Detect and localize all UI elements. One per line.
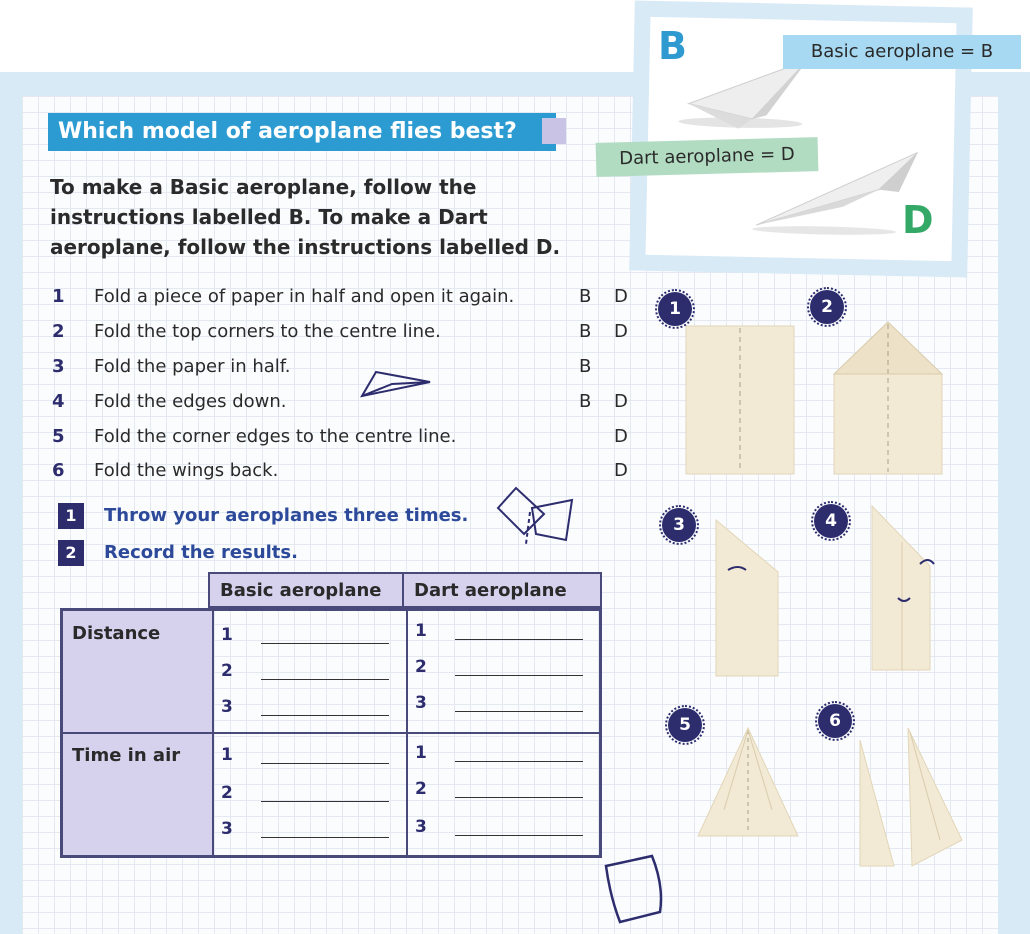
step-dart-marker: D <box>614 321 628 342</box>
column-header-dart: Dart aeroplane <box>404 572 602 608</box>
step-number: 2 <box>52 321 65 342</box>
intro-paragraph <box>50 172 610 262</box>
diagram-step-badge: 1 <box>658 292 692 326</box>
step-item <box>52 321 632 351</box>
task-text: Record the results. <box>104 542 298 563</box>
results-table <box>60 572 602 858</box>
step-basic-marker: B <box>579 321 592 342</box>
diagram-step-badge: 2 <box>810 290 844 324</box>
task-text: Throw your aeroplanes three times. <box>104 505 469 526</box>
row-label-distance: Distance <box>63 611 212 733</box>
trial-number: 1 <box>221 745 233 765</box>
intro-line-2: instructions labelled B. To make a Dart <box>50 205 488 229</box>
step-text: Fold the top corners to the centre line. <box>94 321 441 342</box>
results-grid <box>60 608 602 858</box>
trial-number: 2 <box>221 783 233 803</box>
step-text: Fold the paper in half. <box>94 356 291 377</box>
step-dart-marker: D <box>614 391 628 412</box>
diagram-step-badge: 5 <box>668 708 702 742</box>
fold-step-3-diagram <box>716 520 778 676</box>
intro-line-3: aeroplane, follow the instructions labelled D. <box>50 235 561 259</box>
letter-d-label: D <box>902 198 934 242</box>
diagram-step-badge: 3 <box>662 508 696 542</box>
fold-step-6-diagram <box>860 728 962 866</box>
step-text: Fold the edges down. <box>94 391 287 412</box>
answer-line[interactable] <box>455 797 583 798</box>
answer-line[interactable] <box>261 643 389 644</box>
step-item <box>52 426 632 456</box>
diagram-step-badge: 6 <box>818 704 852 738</box>
answer-line[interactable] <box>455 711 583 712</box>
answer-line[interactable] <box>261 715 389 716</box>
step-item <box>52 356 632 386</box>
trial-number: 1 <box>415 743 427 763</box>
step-number: 5 <box>52 426 65 447</box>
dart-aeroplane-label: Dart aeroplane = D <box>596 137 819 177</box>
step-number: 3 <box>52 356 65 377</box>
trial-number: 3 <box>221 819 233 839</box>
intro-line-1: To make a Basic aeroplane, follow the <box>50 175 477 199</box>
step-basic-marker: B <box>579 286 592 307</box>
trial-number: 1 <box>221 625 233 645</box>
answer-line[interactable] <box>261 837 389 838</box>
step-basic-marker: B <box>579 391 592 412</box>
answer-line[interactable] <box>455 835 583 836</box>
step-text: Fold the wings back. <box>94 460 279 481</box>
step-dart-marker: D <box>614 426 628 447</box>
diagram-step-badge: 4 <box>814 504 848 538</box>
step-text: Fold the corner edges to the centre line. <box>94 426 457 447</box>
trial-number: 1 <box>415 621 427 641</box>
task-number: 2 <box>58 540 84 566</box>
basic-aeroplane-label: Basic aeroplane = B <box>783 35 1021 69</box>
fold-step-5-diagram <box>698 728 798 836</box>
trial-number: 2 <box>221 661 233 681</box>
step-number: 4 <box>52 391 65 412</box>
letter-b-label: B <box>658 24 687 68</box>
paper-plane-doodle-icon <box>358 366 436 402</box>
step-item <box>52 391 632 421</box>
trial-number: 3 <box>415 693 427 713</box>
answer-line[interactable] <box>261 801 389 802</box>
row-label-time: Time in air <box>63 733 212 855</box>
answer-line[interactable] <box>455 675 583 676</box>
trial-number: 2 <box>415 779 427 799</box>
folding-diagrams <box>640 280 980 880</box>
step-basic-marker: B <box>579 356 592 377</box>
throw-paper-doodle-icon <box>494 484 578 548</box>
trial-number: 3 <box>415 817 427 837</box>
answer-line[interactable] <box>261 763 389 764</box>
fold-step-2-diagram <box>834 322 942 474</box>
step-number: 1 <box>52 286 65 307</box>
answer-line[interactable] <box>261 679 389 680</box>
task-number: 1 <box>58 503 84 529</box>
answer-line[interactable] <box>455 761 583 762</box>
page-title-text: Which model of aeroplane flies best? <box>58 119 517 144</box>
column-header-basic: Basic aeroplane <box>208 572 404 608</box>
step-number: 6 <box>52 460 65 481</box>
answer-line[interactable] <box>455 639 583 640</box>
trial-number: 2 <box>415 657 427 677</box>
step-dart-marker: D <box>614 460 628 481</box>
step-dart-marker: D <box>614 286 628 307</box>
fold-step-4-diagram <box>872 506 934 670</box>
trial-number: 3 <box>221 697 233 717</box>
step-text: Fold a piece of paper in half and open it again. <box>94 286 515 307</box>
paper-sheet-doodle-icon <box>600 846 676 926</box>
step-item <box>52 286 632 316</box>
page-title <box>48 113 556 151</box>
row-divider <box>63 732 599 734</box>
title-tab-decoration <box>542 118 566 144</box>
